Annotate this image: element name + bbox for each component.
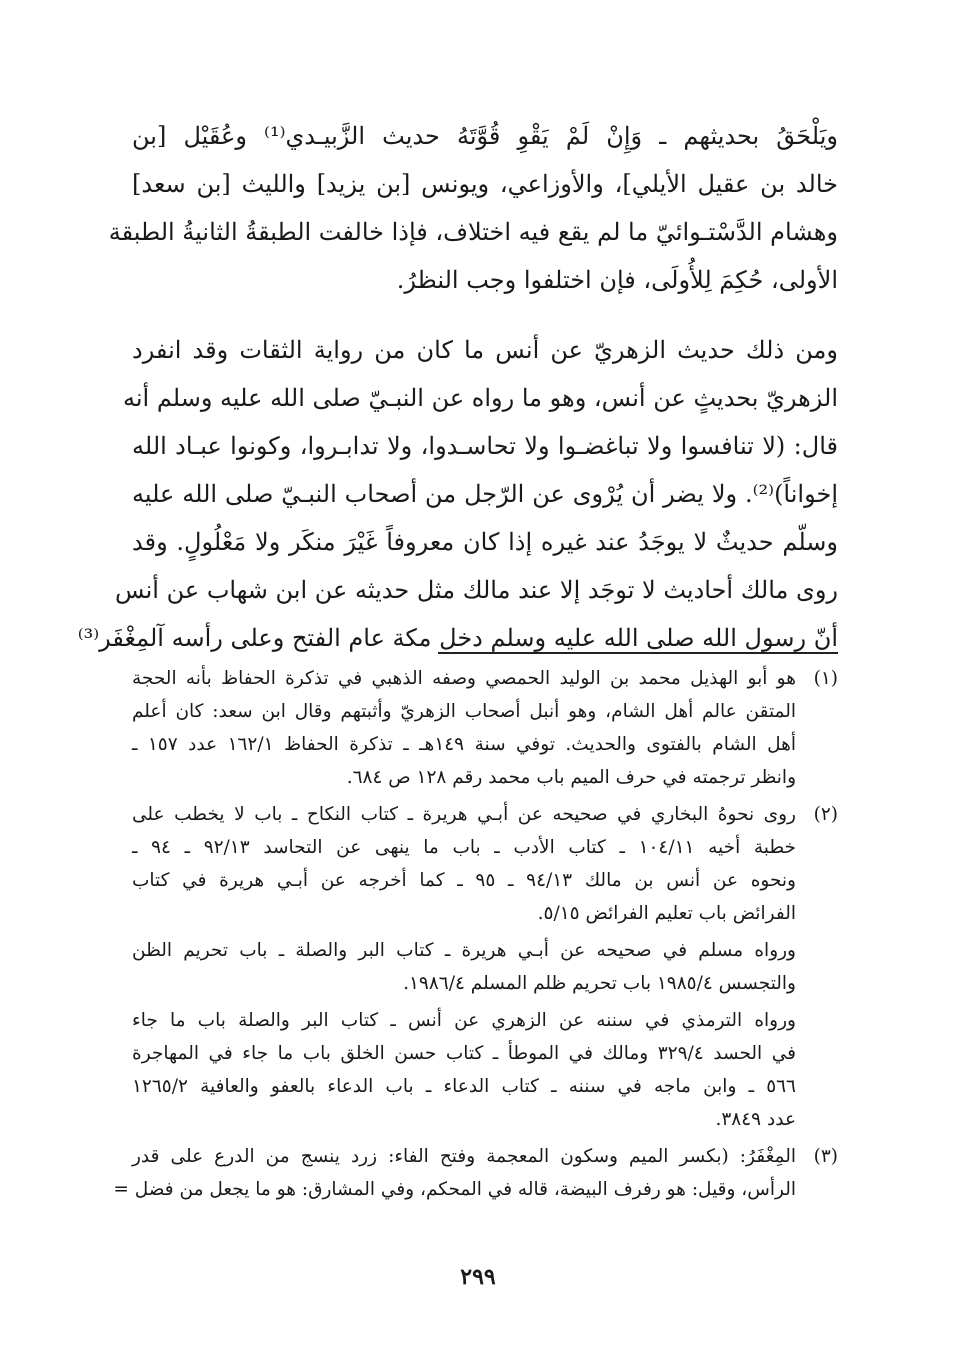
footnote-number: (٢) — [813, 804, 838, 825]
footnote-number: (٣) — [813, 1146, 838, 1167]
footnote-body — [113, 1140, 796, 1206]
footnote-subparagraph — [132, 934, 796, 1000]
footnote-body — [132, 798, 796, 1136]
main-text — [77, 112, 838, 662]
footnote-line: روى نحوهُ البخاري في صحيحه عن أبـي هريرة ـ كتاب النكاح ـ باب لا يخطب على — [132, 804, 796, 825]
text-line: إخواناً)⁽²⁾. ولا يضر أن يُرْوى عن الرّجل من أصحاب النبـيّ صلى الله عليه — [132, 480, 838, 508]
footnote-line: وانظر ترجمته في حرف الميم باب محمد رقم ١٢٨ ص ٦٨٤. — [346, 767, 796, 788]
footnote-number: (١) — [813, 668, 838, 689]
footnote-line: ونحوه عن أنس بن مالك ٩٤/١٣ ـ ٩٥ ـ كما أخرجه عن أبـي هريرة في كتاب — [132, 870, 796, 891]
footnote-line: في الحسد ٣٢٩/٤ ومالك في الموطأ ـ كتاب حسن الخلق باب ما جاء في المهاجرة — [132, 1043, 796, 1064]
footnote-line: أهل الشام بالفتوى والحديث. توفي سنة ١٤٩هـ ـ تذكرة الحفاظ ١٦٢/١ عدد ١٥٧ ـ — [132, 734, 796, 755]
footnote-subparagraph — [132, 1004, 796, 1136]
text-line: وهشام الدَّسْتـوائيّ ما لم يقع فيه اختلاف، فإذا خالفت الطبقةُ الثانيةُ الطبقة — [108, 218, 838, 246]
footnote-line: ورواه مسلم في صحيحه عن أبـي هريرة ـ كتاب البر والصلة ـ باب تحريم الظن — [132, 940, 796, 961]
text-line: الزهريّ بحديثٍ عن أنس، وهو ما رواه عن النبـيّ صلى الله عليه وسلم أنه — [122, 384, 838, 412]
footnote-line: ٥٦٦ ـ وابن ماجه في سننه ـ كتاب الدعاء ـ باب الدعاء بالعفو والعافية ١٢٦٥/٢ — [132, 1076, 796, 1097]
paragraph-2 — [77, 326, 838, 662]
footnote-1 — [132, 662, 838, 794]
paragraph-1 — [108, 112, 838, 304]
text-line: ويَلْحَقُ بحديثهم ـ وَإِنْ لَمْ يَقْوِ قُوَّتَهُ حديث الزَّبيـدي⁽¹⁾ وعُقَيْل [بن — [132, 122, 838, 150]
footnotes — [113, 662, 838, 1210]
footnote-line: المتقن عالم أهل الشام، وهو أنبل أصحاب الزهريّ وأثبتهم وقال ابن سعد: كان أعلم — [132, 701, 796, 722]
footnote-line: ورواه الترمذي في سننه عن الزهري عن أنس ـ كتاب البر والصلة باب ما جاء — [132, 1010, 796, 1031]
page-number: ٢٩٩ — [460, 1264, 496, 1290]
footnote-body — [132, 662, 796, 794]
footnote-separator — [438, 652, 838, 654]
footnote-2 — [132, 798, 838, 1136]
footnote-line: الرأس، وقيل: هو رفرف البيضة، قاله في المحكم، وفي المشارق: هو ما يجعل من فضل = — [113, 1179, 796, 1200]
footnote-line: والتجسس ١٩٨٥/٤ باب تحريم ظلم المسلم ١٩٨٦/٤. — [403, 973, 796, 994]
footnote-line: المِغْفَرُ: (بكسر الميم وسكون المعجمة وفتح الفاء: زرد ينسج من الدرع على قدر — [132, 1146, 796, 1167]
footnote-line: عدد ٣٨٤٩. — [715, 1109, 796, 1130]
footnote-3 — [113, 1140, 838, 1206]
text-line: روى مالك أحاديث لا توجَد إلا عند مالك مثل حديثه عن ابن شهاب عن أنس — [115, 576, 838, 604]
text-line: الأولى، حُكِمَ لِلأُولَى، فإن اختلفوا وجب النظرُ. — [396, 266, 838, 294]
footnote-line: الفرائض باب تعليم الفرائض ٥/١٥. — [537, 903, 796, 924]
text-line: قال: (لا تنافسوا ولا تباغضـوا ولا تحاسـدوا، ولا تدابـروا، وكونوا عبـاد الله — [132, 432, 838, 460]
text-line: خالد بن عقيل الأيلي]، والأوزاعي، ويونس [بن يزيد] والليث [بن سعد] — [132, 170, 838, 198]
footnote-line: هو أبو الهذيل محمد بن الوليد الحمصي وصفه الذهبي في تذكرة الحفاظ بأنه الحجة — [132, 668, 796, 689]
footnote-line: خطبة أخيه ١٠٤/١١ ـ كتاب الأدب ـ باب ما ينهى عن التحاسد ٩٢/١٣ ـ ٩٤ ـ — [132, 837, 796, 858]
text-line: أنّ رسول الله صلى الله عليه وسلم دخل مكة عام الفتح وعلى رأسه آلمِغْفَر⁽³⁾ — [77, 624, 838, 652]
text-line: ومن ذلك حديث الزهريّ عن أنس ما كان من رواية الثقات وقد انفرد — [132, 336, 838, 364]
text-line: وسلّم حديثٌ لا يوجَدُ عند غيره إذا كان معروفاً غَيْرَ منكَر ولا مَعْلُولٍ. وقد — [132, 528, 838, 556]
